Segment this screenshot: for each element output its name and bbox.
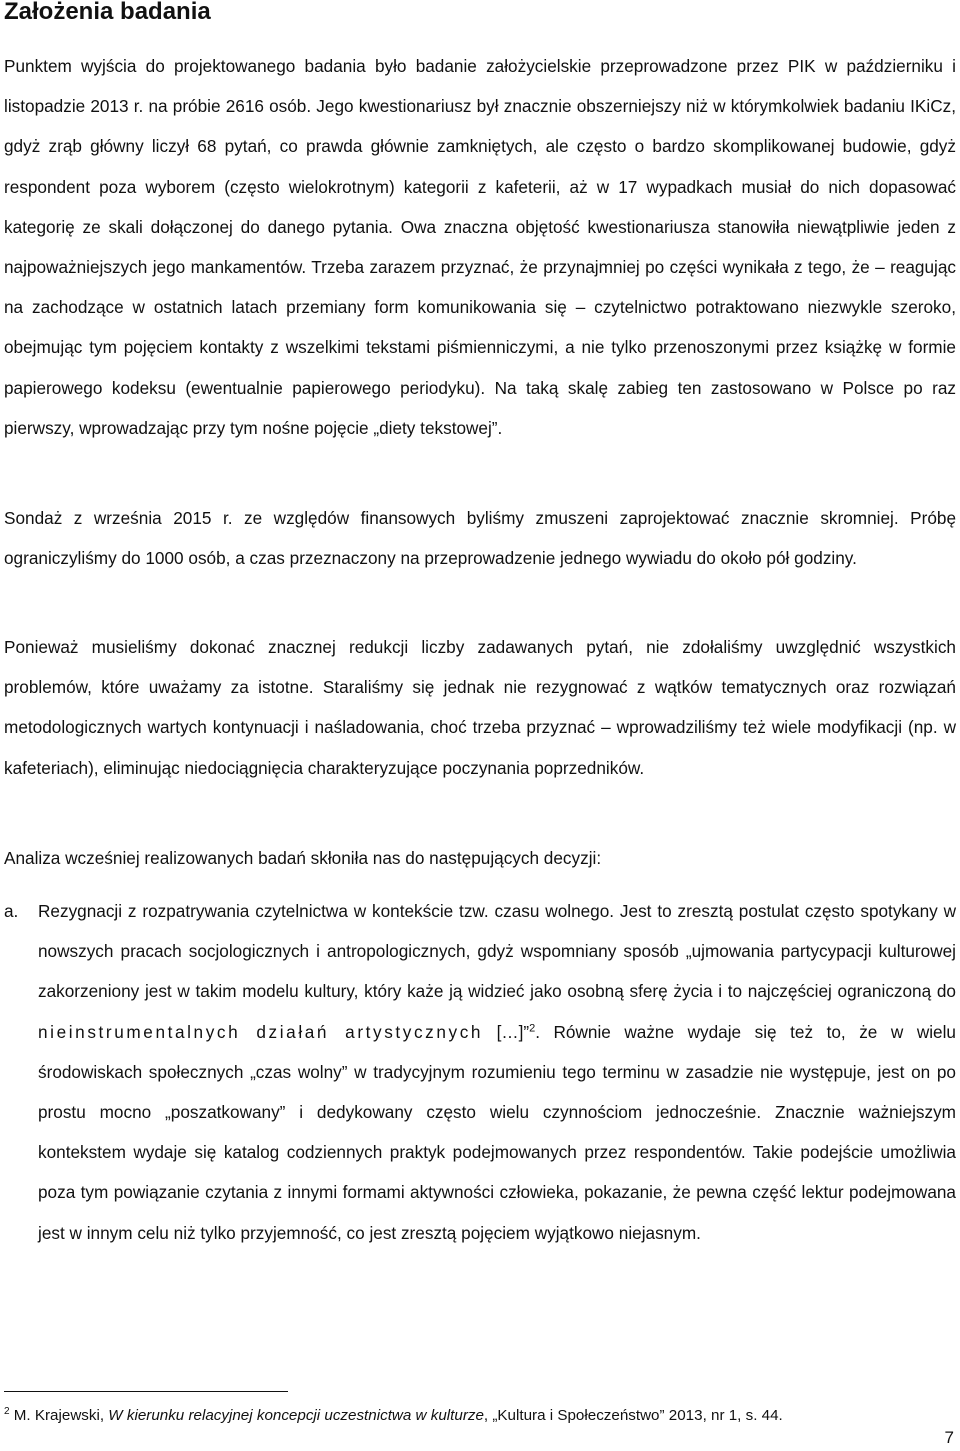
footnote — [4, 1402, 956, 1430]
footnote-reference[interactable]: 2 — [529, 1021, 536, 1034]
footnote-separator — [4, 1391, 288, 1392]
list-item-text — [38, 891, 956, 1253]
section-heading: Założenia badania — [4, 0, 211, 25]
footnote-author: M. Krajewski, — [9, 1407, 109, 1424]
footnote-number: 2 — [4, 1405, 10, 1417]
footnote-source: , „Kultura i Społeczeństwo” 2013, nr 1, s. 44. — [483, 1407, 783, 1424]
list-text-part-c: . Równie ważne wydaje się też to, że w wielu środowiskach społecznych „czas wolny” w tradycyjnym rozumieniu tego terminu w zasadzie nie występuje, jest on po prostu mocno „poszatkowany” i dedykowany często wielu czynnościom jednocześnie. Znacznie ważniejszym kontekstem wydaje się katalog codziennych praktyk podejmowanych przez respondentów. Takie podejście umożliwia poza tym powiązanie czytania z innymi formami aktywności człowieka, pokazanie, że pewna część lektur podejmowana jest w innym celu niż tylko przyjemność, co jest zresztą pojęciem wyjątkowo niejasnym. — [38, 1021, 956, 1243]
list-text-part-a: Rezygnacji z rozpatrywania czytelnictwa w kontekście tzw. czasu wolnego. Jest to zresztą postulat często spotykany w nowszych pracach socjologicznych i antropologicznych, gdyż wspomniany sposób „ujmowania partycypacji kulturowej zakorzeniony jest w takim modelu kultury, który każe ją widzieć jako osobną sferę życia i to najczęściej ograniczoną do — [38, 901, 956, 1002]
footnote-title: W kierunku relacyjnej koncepcji uczestnictwa w kulturze — [108, 1407, 484, 1424]
list-marker: a. — [4, 901, 19, 921]
paragraph-survey-2015: Sondaż z września 2015 r. ze względów finansowych byliśmy zmuszeni zaprojektować znacznie skromniej. Próbę ograniczyliśmy do 1000 osób, a czas przeznaczony na przeprowadzenie jednego wywiadu do około pół godziny. — [4, 508, 956, 569]
page-number: 7 — [944, 1428, 954, 1447]
list-text-part-b: […]” — [483, 1021, 530, 1042]
spaced-emphasis: nieinstrumentalnych działań artystycznych — [38, 1021, 484, 1042]
paragraph-reduction: Ponieważ musieliśmy dokonać znacznej redukcji liczby zadawanych pytań, nie zdołaliśmy uwzględnić wszystkich problemów, które uważamy za istotne. Staraliśmy się jednak nie rezygnować z wątków tematycznych oraz rozwiązań metodologicznych wartych kontynuacji i naśladowania, choć trzeba przyznać – wprowadziliśmy też wiele modyfikacji (np. w kafeteriach), eliminując niedociągnięcia charakteryzujące poczynania poprzedników. — [4, 637, 956, 778]
paragraph-decisions-intro: Analiza wcześniej realizowanych badań skłoniła nas do następujących decyzji: — [4, 848, 602, 868]
paragraph-survey-basis: Punktem wyjścia do projektowanego badania było badanie założycielskie przeprowadzone przez PIK w październiku i listopadzie 2013 r. na próbie 2616 osób. Jego kwestionariusz był znacznie obszerniejszy niż w którymkolwiek badaniu IKiCz, gdyż zrąb główny liczył 68 pytań, co prawda głównie zamkniętych, ale często o bardzo skomplikowanej budowie, gdyż respondent poza wyborem (często wielokrotnym) kategorii z kafeterii, aż w 17 wypadkach musiał do nich dopasować kategorię ze skali dołączonej do danego pytania. Owa znaczna objętość kwestionariusza stanowiła niewątpliwie jeden z najpoważniejszych jego mankamentów. Trzeba zarazem przyznać, że przynajmniej po części wynikała z tego, że – reagując na zachodzące w ostatnich latach przemiany form komunikowania się – czytelnictwo potraktowano niezwykle szeroko, obejmując tym pojęciem kontakty z wszelkimi tekstami piśmienniczymi, a nie tylko przenoszonymi przez książkę w formie papierowego kodeksu (ewentualnie papierowego periodyku). Na taką skalę zabieg ten zastosowano w Polsce po raz pierwszy, wprowadzając przy tym nośne pojęcie „diety tekstowej”. — [4, 56, 956, 438]
